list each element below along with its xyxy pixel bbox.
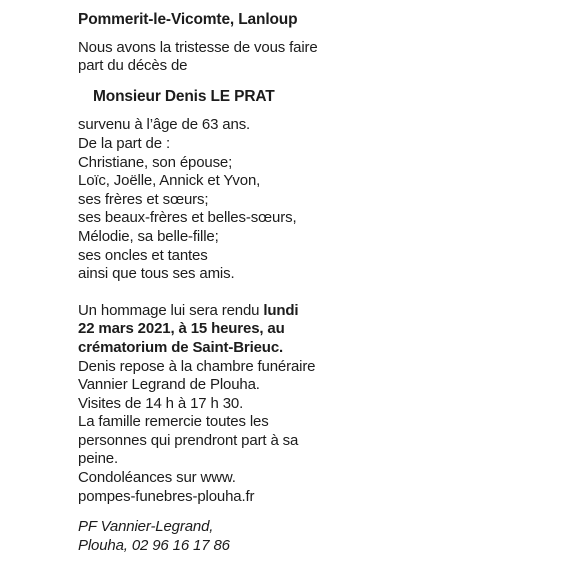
intro-line: part du décès de [78,57,188,75]
family-line: ses beaux-frères et belles-sœurs, [78,209,297,227]
ceremony-line [78,302,340,321]
family-line: Loïc, Joëlle, Annick et Yvon, [78,172,261,190]
family-list [78,116,340,283]
ceremony-day: lundi [263,301,299,319]
info-line: Vannier Legrand de Plouha. [78,376,260,394]
intro-line: Nous avons la tristesse de vous faire [78,38,318,56]
notice-intro [78,39,340,76]
info-line: peine. [78,450,118,468]
family-line: ses oncles et tantes [78,246,208,264]
obituary-notice [78,11,340,555]
notice-location: Pommerit-le-Vicomte, Lanloup [78,11,298,28]
info-line: La famille remercie toutes les [78,413,269,431]
family-line: ses frères et sœurs; [78,190,209,208]
funeral-home-signature [78,518,340,555]
info-line: Denis repose à la chambre funéraire [78,357,316,375]
ceremony-place: crématorium de Saint-Brieuc. [78,338,284,356]
info-line: pompes-funebres-plouha.fr [78,487,255,505]
deceased-name: Monsieur Denis LE PRAT [93,87,275,105]
paragraph-spacer [78,284,340,302]
family-line: Christiane, son épouse; [78,153,233,171]
signature-line: Plouha, 02 96 16 17 86 [78,536,230,554]
signature-line: PF Vannier-Legrand, [78,518,214,536]
ceremony-info [78,302,340,358]
info-line: Condoléances sur www. [78,469,236,487]
family-line: survenu à l’âge de 63 ans. [78,116,251,134]
info-line: personnes qui prendront part à sa [78,431,299,449]
family-line: Mélodie, sa belle-fille; [78,227,219,245]
visit-info [78,358,340,507]
ceremony-date: 22 mars 2021, à 15 heures, au [78,320,285,338]
info-line: Visites de 14 h à 17 h 30. [78,394,244,412]
family-line: De la part de : [78,134,170,152]
family-line: ainsi que tous ses amis. [78,265,235,283]
ceremony-text: Un hommage lui sera rendu [78,301,264,319]
